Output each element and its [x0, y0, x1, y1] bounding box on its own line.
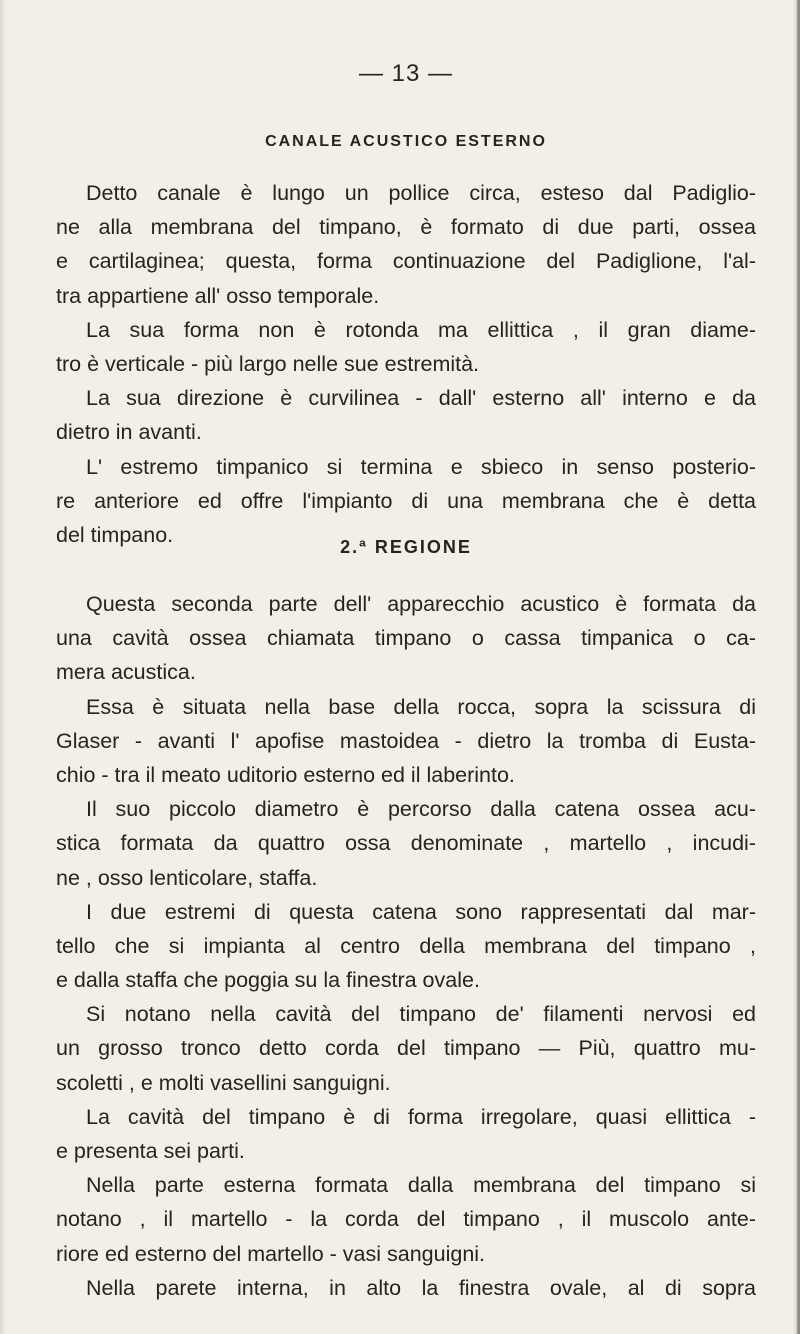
- page-right-edge: [792, 0, 800, 1334]
- text-line: riore ed esterno del martello - vasi sanguigni.: [56, 1241, 486, 1266]
- text-line: re anteriore ed offre l'impianto di una membrana che è detta: [56, 488, 756, 513]
- section-2-text: [56, 587, 756, 1305]
- text-line: Questa seconda parte dell' apparecchio acustico è formata da: [86, 592, 756, 616]
- text-line: La sua forma non è rotonda ma ellittica , il gran diame-: [86, 317, 756, 342]
- text-line: I due estremi di questa catena sono rappresentati dal mar-: [86, 899, 756, 924]
- text-line: Nella parete interna, in alto la finestra ovale, al di sopra: [86, 1275, 756, 1300]
- page-left-edge: [0, 0, 6, 1334]
- text-line: Glaser - avanti l' apofise mastoidea - dietro la tromba di Eusta-: [56, 728, 756, 753]
- text-line: tro è verticale - più largo nelle sue estremità.: [56, 351, 480, 376]
- text-line: e presenta sei parti.: [56, 1139, 245, 1163]
- text-line: Il suo piccolo diametro è percorso dalla catena ossea acu-: [86, 797, 756, 822]
- text-line: ne alla membrana del timpano, è formato di due parti, ossea: [56, 215, 756, 240]
- text-line: Essa è situata nella base della rocca, sopra la scissura di: [86, 694, 756, 719]
- text-line: stica formata da quattro ossa denominate , martello , incudi-: [56, 831, 756, 856]
- text-line: e cartilaginea; questa, forma continuazione del Padiglione, l'al-: [56, 249, 756, 274]
- text-line: una cavità ossea chiamata timpano o cassa timpanica o ca-: [56, 626, 756, 651]
- text-line: Nella parte esterna formata dalla membrana del timpano si: [86, 1173, 756, 1198]
- section-1-text: [56, 176, 756, 552]
- text-line: un grosso tronco detto corda del timpano — Più, quattro mu-: [56, 1036, 756, 1061]
- text-line: ne , osso lenticolare, staffa.: [56, 865, 318, 890]
- text-line: scoletti , e molti vasellini sanguigni.: [56, 1070, 391, 1095]
- section-heading-regione: 2.ª REGIONE: [340, 537, 472, 557]
- text-line: tello che si impianta al centro della membrana del timpano ,: [56, 933, 756, 958]
- text-line: e dalla staffa che poggia su la finestra ovale.: [56, 968, 480, 993]
- text-line: L' estremo timpanico si termina e sbieco in senso posterio-: [86, 454, 756, 479]
- text-line: mera acustica.: [56, 660, 196, 685]
- document-page: [56, 0, 756, 1334]
- text-line: La sua direzione è curvilinea - dall' esterno all' interno e da: [86, 386, 756, 411]
- page-number: — 13 —: [358, 60, 454, 87]
- section-heading-canale: CANALE ACUSTICO ESTERNO: [265, 133, 547, 150]
- text-line: Detto canale è lungo un pollice circa, esteso dal Padiglio-: [86, 181, 756, 205]
- text-line: La cavità del timpano è di forma irregolare, quasi ellittica -: [86, 1104, 756, 1129]
- text-line: dietro in avanti.: [56, 420, 202, 445]
- text-line: del timpano.: [56, 522, 174, 547]
- text-line: chio - tra il meato uditorio esterno ed il laberinto.: [56, 762, 515, 787]
- text-line: Si notano nella cavità del timpano de' filamenti nervosi ed: [86, 1002, 756, 1027]
- text-line: tra appartiene all' osso temporale.: [56, 283, 380, 308]
- text-line: notano , il martello - la corda del timpano , il muscolo ante-: [56, 1207, 756, 1232]
